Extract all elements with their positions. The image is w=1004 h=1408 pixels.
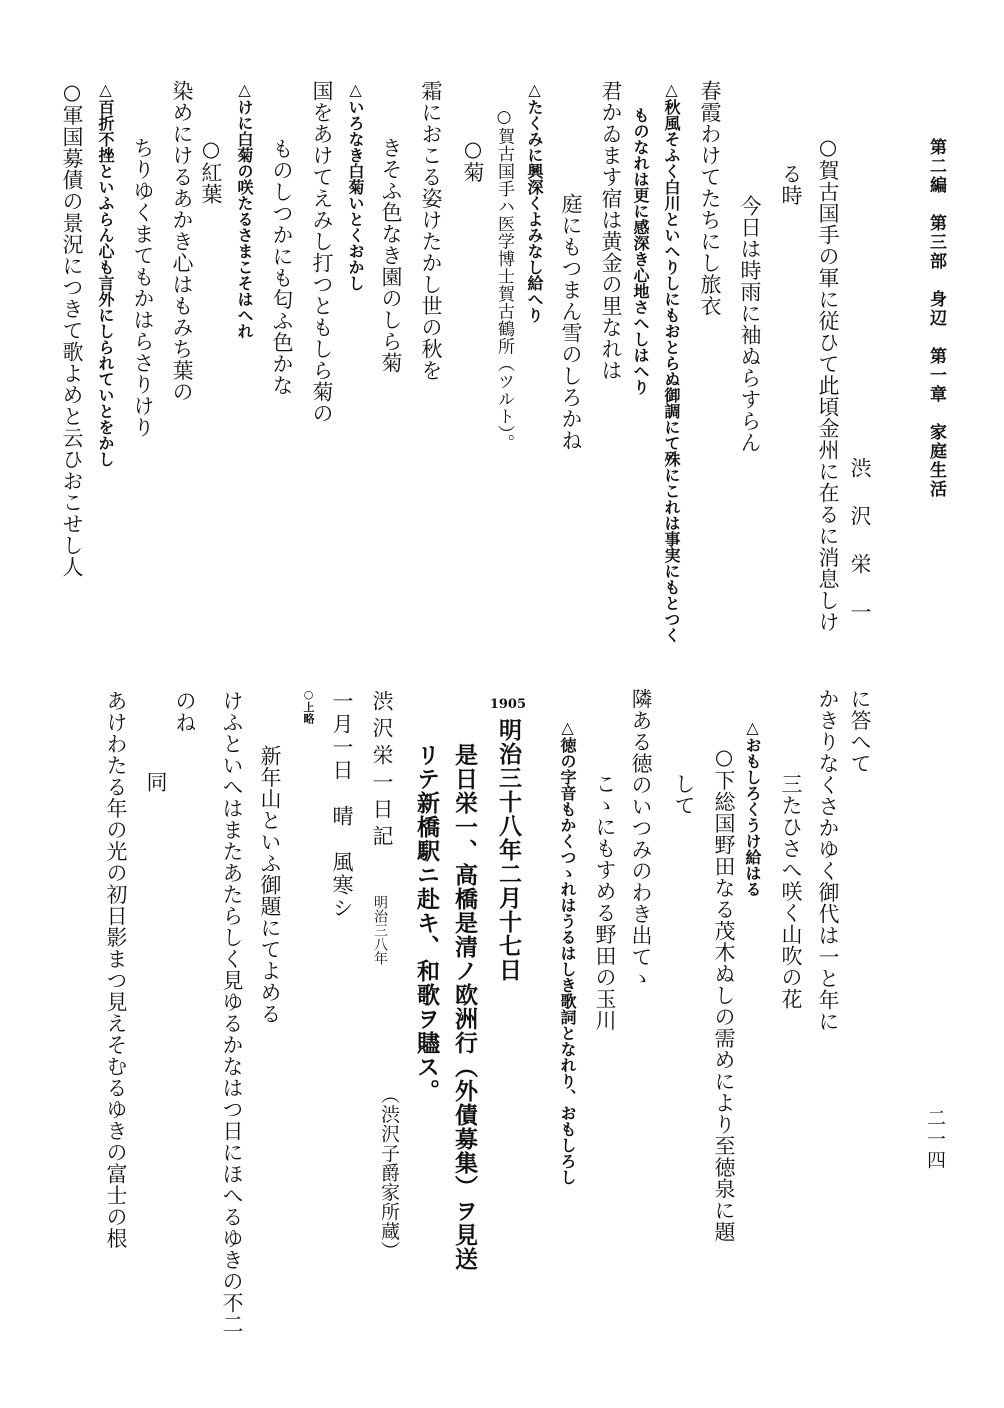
poem-line: こゝにもすめる野田の玉川 bbox=[593, 773, 617, 1031]
date-heading: 明治三十八年二月十七日 bbox=[495, 718, 522, 982]
text-line: る時 bbox=[779, 163, 803, 206]
entry-text: 是日栄一、高橋是清ノ欧洲行（外債募集）ヲ見送 bbox=[451, 743, 478, 1271]
poem-line: 三たひさへ咲く山吹の花 bbox=[779, 773, 803, 1010]
text-line: ○賀古国手の軍に従ひて此頃金州に在るに消息しけ bbox=[816, 135, 840, 633]
diary-title: 渋沢栄一日記 bbox=[370, 690, 394, 852]
poem-line: ものしつかにも匂ふ色かな bbox=[270, 138, 294, 396]
text-line: に答へて bbox=[848, 688, 872, 774]
poem-line: 春霞わけてたちにし旅衣 bbox=[698, 80, 722, 317]
text-line: ○軍国募債の景況につきて歌よめと云ひおこせし人 bbox=[60, 80, 84, 578]
poem-line: 国をあけてえみし打つともしら菊の bbox=[310, 80, 334, 424]
text-line: ○賀古国手ハ医学博士賀古鶴所（ツルト）。 bbox=[494, 107, 514, 452]
poem-line: あけわたる年の光の初日影まつ見えそむるゆきの富士の根 bbox=[104, 690, 128, 1249]
commentary-line: △いろなき白菊いとくおかし bbox=[346, 80, 365, 291]
abbreviation-mark: ○上略 bbox=[302, 688, 315, 725]
poem-line: 霜におこる姿けたかし世の秋を bbox=[419, 80, 443, 381]
section-heading: ○紅葉 bbox=[199, 137, 223, 205]
poem-line: 隣ある徳のいつみのわき出てゝ bbox=[629, 688, 653, 989]
poem-line: けふといへはまたあたらしく見ゆるかなはつ日にほへるゆきの不二 bbox=[220, 690, 244, 1335]
poem-line: 庭にもつまん雪のしろかね bbox=[559, 193, 583, 451]
poem-line: のね bbox=[173, 690, 197, 733]
poem-line: 今日は時雨に袖ぬらすらん bbox=[738, 195, 762, 453]
diary-date: 一月一日 晴 風寒シ bbox=[330, 690, 354, 920]
poem-line: かきりなくさかゆく御代は一と年に bbox=[816, 688, 840, 1032]
author-name: 渋 沢 栄 一 bbox=[848, 457, 872, 625]
year-marker: 1905 bbox=[489, 697, 526, 712]
poem-line: ちりゆくまてもかはらさりけり bbox=[131, 137, 155, 438]
poem-intro: 新年山といふ御題にてよめる bbox=[258, 745, 282, 1025]
text-line: ○下総国野田なる茂木ぬしの需めにより至徳泉に題 bbox=[712, 745, 736, 1243]
page-number: 二一四 bbox=[924, 1108, 946, 1171]
commentary-line: △おもしろくうけ給はる bbox=[743, 718, 762, 897]
commentary-line: △百折不挫といふらん心も言外にしられていとをかし bbox=[96, 80, 115, 467]
poem-line: きそふ色なき園のしら菊 bbox=[379, 137, 403, 374]
commentary-line: △けに白菊の咲たるさまこそはへれ bbox=[235, 80, 254, 339]
text-line: して bbox=[672, 773, 696, 816]
same-mark: 同 bbox=[144, 771, 168, 793]
commentary-line: △たくみに興深くよみなし給へり bbox=[525, 80, 544, 323]
commentary-line: ものなれは更に感深き心地さへしはへり bbox=[631, 107, 650, 395]
section-heading: ○菊 bbox=[461, 137, 485, 183]
entry-text: リテ新橋駅ニ赴キ、和歌ヲ贐ス。 bbox=[413, 743, 440, 1103]
running-head: 第二編 第三部 身辺 第一章 家庭生活 bbox=[926, 138, 946, 499]
poem-line: 染めにけるあかき心はもみち葉の bbox=[170, 80, 194, 403]
source-note: （渋沢子爵家所蔵） bbox=[378, 1085, 400, 1261]
poem-line: 君かゐます宿は黄金の里なれは bbox=[599, 80, 623, 381]
diary-year: 明治三八年 bbox=[372, 895, 388, 965]
commentary-line: △徳の字音もかくつゝれはうるはしき歌詞となれり、おもしろし bbox=[558, 718, 577, 1185]
commentary-line: △秋風そふく白川といへりしにもおとらぬ御調にて殊にこれは事実にもとつく bbox=[662, 80, 681, 643]
